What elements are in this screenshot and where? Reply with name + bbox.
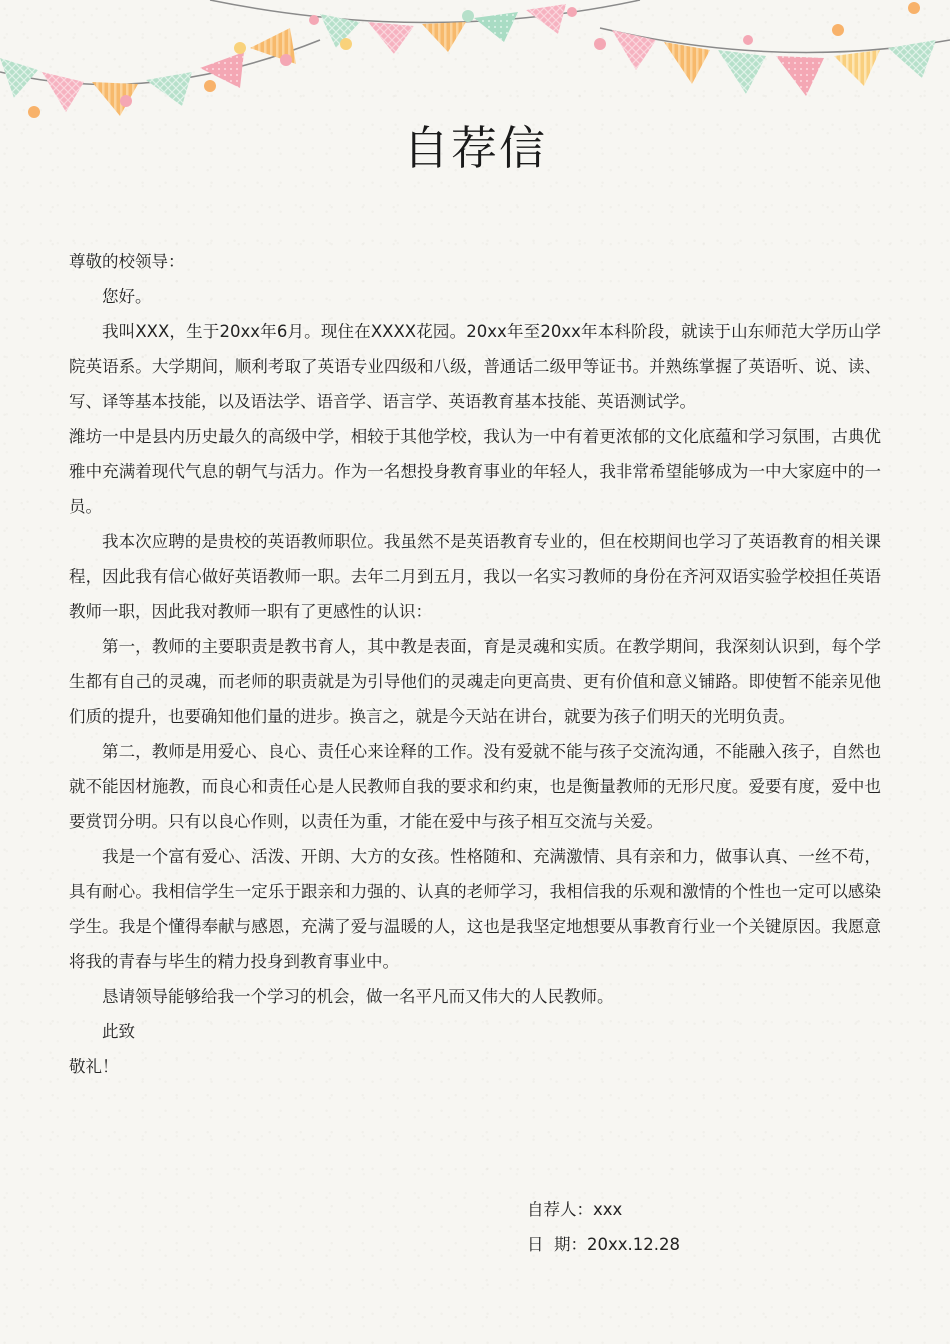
salutation: 尊敬的校领导： xyxy=(69,252,185,271)
bunting-decoration xyxy=(0,0,950,125)
paragraph-personality: 我是一个富有爱心、活泼、开朗、大方的女孩。性格随和、充满激情、具有亲和力，做事认真、一丝不苟，具有耐心。我相信学生一定乐于跟亲和力强的、认真的老师学习，我相信我的乐观和激情的个性也一定可以感染学生。我是个懂得奉献与感恩，充满了爱与温暖的人，这也是我坚定地想要从事教育行业一个关键原因。我愿意将我的青春与毕生的精力投身到教育事业中。 xyxy=(69,847,881,971)
paragraph-school: 潍坊一中是县内历史最久的高级中学，相较于其他学校，我认为一中有着更浓郁的文化底蕴和学习氛围，古典优雅中充满着现代气息的朝气与活力。作为一名想投身教育事业的年轻人，我非常希望能够成为一中大家庭中的一员。 xyxy=(69,427,881,516)
signature-author: 自荐人：xxx xyxy=(527,1200,623,1219)
paragraph-greeting: 您好。 xyxy=(102,287,152,306)
letter-body xyxy=(69,244,881,1084)
page-title: 自荐信 xyxy=(403,121,547,175)
closing: 敬礼！ xyxy=(69,1057,119,1076)
signature-block xyxy=(527,1192,680,1262)
paragraph-introduction: 我叫XXX，生于20xx年6月。现住在XXXX花园。20xx年至20xx年本科阶段，就读于山东师范大学历山学院英语系。大学期间，顺利考取了英语专业四级和八级，普通话二级甲等证书。并熟练掌握了英语听、说、读、写、译等基本技能，以及语法学、语音学、语言学、英语教育基本技能、英语测试学。 xyxy=(69,322,881,411)
paragraph-position: 我本次应聘的是贵校的英语教师职位。我虽然不是英语教育专业的，但在校期间也学习了英语教育的相关课程，因此我有信心做好英语教师一职。去年二月到五月，我以一名实习教师的身份在齐河双语实验学校担任英语教师一职，因此我对教师一职有了更感性的认识： xyxy=(69,532,881,621)
paragraph-second-point: 第二，教师是用爱心、良心、责任心来诠释的工作。没有爱就不能与孩子交流沟通，不能融入孩子，自然也就不能因材施教，而良心和责任心是人民教师自我的要求和约束，也是衡量教师的无形尺度。爱要有度，爱中也要赏罚分明。只有以良心作则，以责任为重，才能在爱中与孩子相互交流与关爱。 xyxy=(69,742,881,831)
paragraph-request: 恳请领导能够给我一个学习的机会，做一名平凡而又伟大的人民教师。 xyxy=(102,987,614,1006)
signature-date: 日 期：20xx.12.28 xyxy=(527,1235,680,1254)
paragraph-first-point: 第一，教师的主要职责是教书育人，其中教是表面，育是灵魂和实质。在教学期间，我深刻认识到，每个学生都有自己的灵魂，而老师的职责就是为引导他们的灵魂走向更高贵、更有价值和意义铺路。即使暂不能亲见他们质的提升，也要确知他们量的进步。换言之，就是今天站在讲台，就要为孩子们明天的光明负责。 xyxy=(69,637,881,726)
paragraph-cizhi: 此致 xyxy=(102,1022,135,1041)
